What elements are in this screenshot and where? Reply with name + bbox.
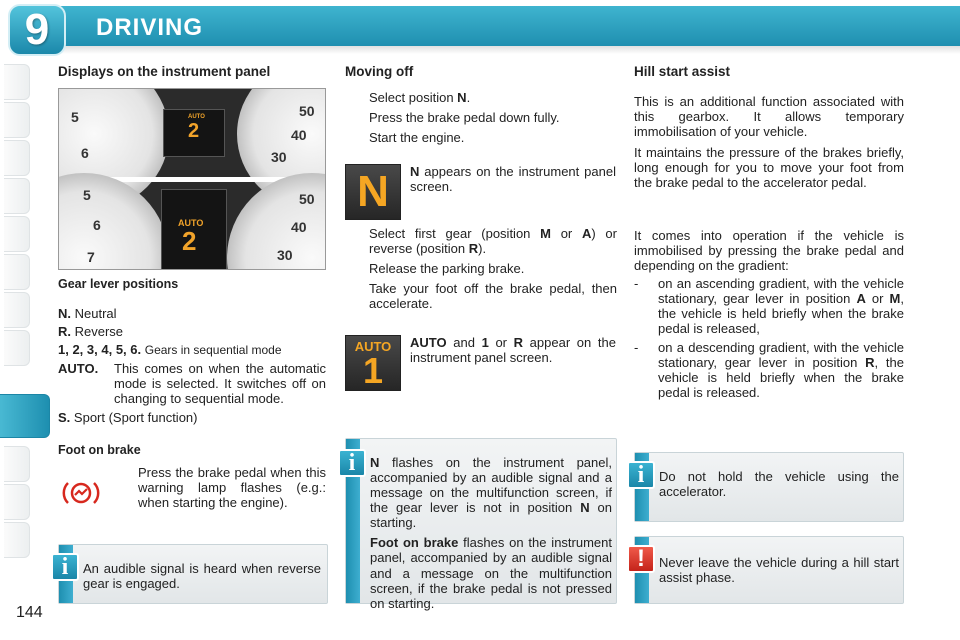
gear-desc: This comes on when the automatic mode is selected. It switches off on changing to sequential mode. xyxy=(114,361,326,407)
info-box-n-flashes xyxy=(345,438,617,611)
info-icon: i xyxy=(627,461,655,489)
gauge-number: 50 xyxy=(299,103,315,119)
screen-gear-digit: 2 xyxy=(182,226,197,256)
instrument-panel-photo xyxy=(58,88,326,270)
gauge-number: 40 xyxy=(291,219,307,235)
warning-hill-text: Never leave the vehicle during a hill start assist phase. xyxy=(659,555,899,586)
moving-off-steps-2 xyxy=(345,226,617,316)
thumb-tab[interactable] xyxy=(4,446,30,482)
warning-icon: ! xyxy=(627,545,655,573)
info-icon: i xyxy=(338,449,366,477)
gear-desc: Gears in sequential mode xyxy=(144,343,282,358)
gear-positions-list xyxy=(58,306,326,425)
foot-on-brake-text xyxy=(114,465,326,515)
auto-display-text: AUTO and 1 or R appear on the instrument panel screen. xyxy=(410,335,616,366)
heading-displays: Displays on the instrument panel xyxy=(58,64,271,79)
hill-start-p2: It maintains the pressure of the brakes briefly, long enough for you to move your foot from the brake pedal to the accelerator pedal. xyxy=(634,145,904,191)
hill-start-intro xyxy=(634,94,904,196)
gauge-number: 5 xyxy=(83,187,91,203)
heading-foot-on-brake: Foot on brake xyxy=(58,443,141,457)
heading-gear-positions: Gear lever positions xyxy=(58,277,179,291)
gear-desc: Neutral xyxy=(74,306,117,321)
gear-desc: Reverse xyxy=(74,324,124,340)
gear-desc: Sport (Sport function) xyxy=(73,410,198,426)
center-screen-zoom xyxy=(161,189,227,270)
step-item: Select position N. xyxy=(369,90,471,105)
screen-auto-label: AUTO xyxy=(188,114,205,120)
gear-term: N. xyxy=(58,306,71,321)
warning-box-hill-start xyxy=(634,536,904,604)
info-box-accelerator xyxy=(634,452,904,522)
gauge-number: 30 xyxy=(271,149,287,165)
heading-moving-off: Moving off xyxy=(345,64,414,79)
step-item: Release the parking brake. xyxy=(369,261,525,277)
foot-brake-bullet: Press the brake pedal when this warning lamp flashes (e.g.: when starting the engine). xyxy=(138,465,326,511)
gear-item xyxy=(58,324,326,339)
step-item: Press the brake pedal down fully. xyxy=(369,110,560,126)
thumb-tab[interactable] xyxy=(4,254,30,290)
thumb-tab-active[interactable] xyxy=(0,394,50,438)
foot-on-brake-warning-lamp-icon xyxy=(62,478,100,508)
gauge-number: 50 xyxy=(299,191,315,207)
hill-start-p3: It comes into operation if the vehicle is immobilised by pressing the brake pedal and depending on the gradient: xyxy=(634,228,904,274)
display-n-letter: N xyxy=(357,167,389,216)
step-item: Select first gear (position M or A) or reverse (position R). xyxy=(369,226,617,257)
tachometer-gauge-zoom xyxy=(58,173,169,270)
info-accelerator-text: Do not hold the vehicle using the accelerator. xyxy=(659,469,899,500)
chapter-number: 9 xyxy=(24,5,50,55)
gradient-item-descending: - on a descending gradient, with the vehicle stationary, gear lever in position R, the vehicle is held briefly when the brake pedal is released. xyxy=(634,339,904,400)
thumb-tab[interactable] xyxy=(4,178,30,214)
display-auto-1-icon xyxy=(345,335,401,391)
chapter-number-badge xyxy=(8,4,66,56)
hill-start-p1: This is an additional function associated with this gearbox. It allows temporary immobilisation of your vehicle. xyxy=(634,94,904,140)
thumb-tab[interactable] xyxy=(4,102,30,138)
moving-off-steps-1 xyxy=(345,90,617,150)
gauge-number: 30 xyxy=(277,247,293,263)
step-item: Take your foot off the brake pedal, then accelerate. xyxy=(369,281,617,312)
center-screen xyxy=(163,109,225,157)
gauge-number: 5 xyxy=(71,109,79,125)
n-display-text: N appears on the instrument panel screen. xyxy=(410,164,616,195)
gauge-number: 6 xyxy=(81,145,89,161)
gear-term: AUTO. xyxy=(58,361,99,377)
thumb-tab[interactable] xyxy=(4,330,30,366)
gauge-number: 6 xyxy=(93,217,101,233)
heading-hill-start: Hill start assist xyxy=(634,64,731,79)
chapter-title: DRIVING xyxy=(96,14,204,41)
gear-term: 1, 2, 3, 4, 5, 6. xyxy=(58,342,142,358)
thumb-tab[interactable] xyxy=(4,522,30,558)
page-number: 144 xyxy=(16,604,43,621)
screen-auto-label: AUTO xyxy=(178,218,204,228)
info-icon: i xyxy=(51,553,79,581)
display-n-icon xyxy=(345,164,401,220)
header xyxy=(0,0,960,58)
gradient-item-ascending: - on an ascending gradient, with the vehicle stationary, gear lever in position A or M, the vehicle is held briefly when the brake pedal is released, xyxy=(634,276,904,337)
thumb-tab[interactable] xyxy=(4,216,30,252)
gear-item xyxy=(58,361,326,406)
thumb-tab[interactable] xyxy=(4,140,30,176)
gear-item xyxy=(58,306,326,321)
gear-term: S. xyxy=(58,410,71,426)
display-auto-label: AUTO xyxy=(354,339,392,354)
gear-term: R. xyxy=(58,324,71,340)
header-shadow xyxy=(56,46,960,54)
gauge-number: 40 xyxy=(291,127,307,143)
info-box-reverse xyxy=(58,544,328,604)
thumb-tab[interactable] xyxy=(4,64,30,100)
screen-gear-digit: 2 xyxy=(188,120,200,142)
step-item: Start the engine. xyxy=(369,130,465,146)
gauge-number: 7 xyxy=(87,249,95,265)
hill-start-operation xyxy=(634,228,904,403)
gear-item xyxy=(58,410,326,425)
display-gear-digit: 1 xyxy=(362,350,384,391)
thumb-tab[interactable] xyxy=(4,292,30,328)
info-text: An audible signal is heard when reverse gear is engaged. xyxy=(83,561,321,592)
thumb-tab[interactable] xyxy=(4,484,30,520)
info-n-flash-text: N flashes on the instrument panel, accompanied by an audible signal and a message on the multifunction screen, if the gear lever is not in position N on starting. Foot on brake flashes on the instrument panel, accompanied by an audible signal and a message on the multifunction screen, if the brake pedal is not pressed on starting. xyxy=(370,455,613,611)
gear-item xyxy=(58,342,326,358)
thumb-index xyxy=(0,64,32,574)
